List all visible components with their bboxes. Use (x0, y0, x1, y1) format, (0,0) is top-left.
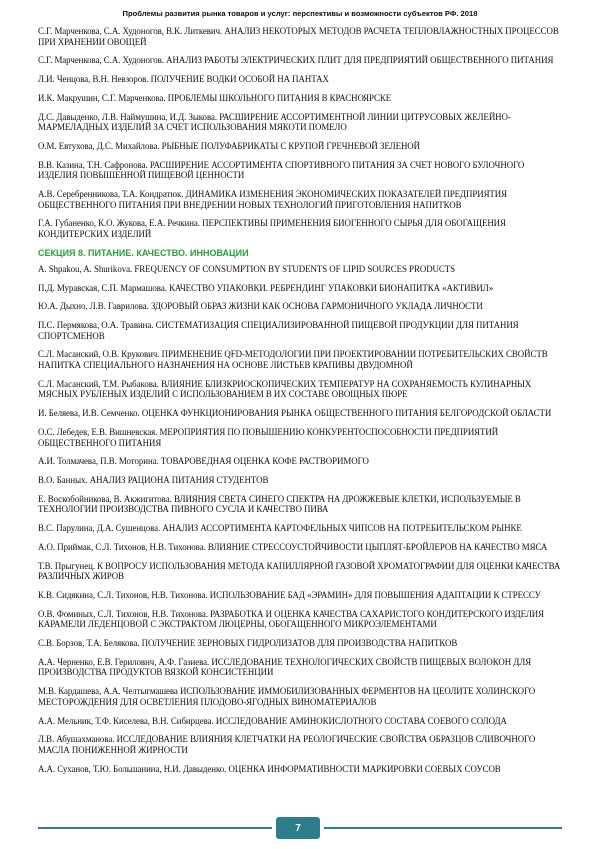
entry-authors: Ю.А. Дыхно, Л.В. Гаврилова. (38, 301, 149, 312)
entry-title: FREQUENCY OF CONSUMPTION BY STUDENTS OF LIPID SOURCES PRODUCTS (134, 263, 456, 274)
toc-entry (38, 283, 566, 294)
entry-authors: И.К. Макрушин, С.Г. Марченкова. (38, 92, 166, 103)
entry-title: ДИНАМИКА ИЗМЕНЕНИЯ ЭКОНОМИЧЕСКИХ ПОКАЗАТЕЛЕЙ ПРЕДПРИЯТИЯ ОБЩЕСТВЕННОГО ПИТАНИЯ ПРИ ВНЕДРЕНИИ НОВЫХ ТЕХНОЛОГИЙ ПРИГОТОВЛЕНИЯ НАПИТКОВ (38, 189, 508, 210)
footer-line-left (38, 827, 272, 829)
entry-authors: В.В. Казина, Т.Н. Сафронова. (38, 159, 148, 170)
entry-title: АНАЛИЗ НЕКОТОРЫХ МЕТОДОВ РАСЧЕТА ТЕПЛОВЛАЖНОСТНЫХ ПРОЦЕССОВ ПРИ ХРАНЕНИИ ОВОЩЕЙ (38, 26, 559, 47)
page-number-badge (276, 817, 320, 839)
entry-title: РЫБНЫЕ ПОЛУФАБРИКАТЫ С КРУПОЙ ГРЕЧНЕВОЙ ЗЕЛЕНОЙ (161, 140, 421, 151)
toc-entry (38, 427, 566, 448)
entries-after-section (38, 264, 566, 775)
entry-title: ВЛИЯНИЯ СВЕТА СИНЕГО СПЕКТРА НА ДРОЖЖЕВЫЕ КЛЕТКИ, ИСПОЛЬЗУЕМЫЕ В ТЕХНОЛОГИИ ПРОИЗВОДСТВА ПИВНОГО СУСЛА И КАЧЕСТВО ПИВА (38, 493, 521, 515)
entry-title: ИССЛЕДОВАНИЕ АМИНОКИСЛОТНОГО СОСТАВА СОЕВОГО СОЛОДА (215, 715, 507, 726)
footer-line-right (324, 827, 562, 829)
entry-authors: П.Д. Муравская, С.П. Мармашова. (38, 282, 167, 293)
toc-entry (38, 686, 566, 707)
toc-entry (38, 561, 566, 582)
entry-authors: О.В. Фоминых, С.Л. Тихонов, Н.В. Тихонова. (38, 608, 208, 619)
toc-entry (38, 189, 566, 210)
entry-title: КАЧЕСТВО УПАКОВКИ. РЕБРЕНДИНГ УПАКОВКИ БИОНАПИТКА «АКТИВИЛ» (169, 282, 494, 293)
entry-title: РАСШИРЕНИЕ АССОРТИМЕНТНОЙ ЛИНИИ ЦИТРУСОВЫХ ЖЕЛЕЙНО-МАРМЕЛАДНЫХ ИЗДЕЛИЙ ЗА СЧЕТ ИСПОЛЬЗОВАНИЯ МЯКОТИ ПОМЕЛО (38, 111, 511, 133)
page-number: 7 (295, 822, 301, 834)
toc-entry (38, 494, 566, 515)
entry-title: ЗДОРОВЫЙ ОБРАЗ ЖИЗНИ КАК ОСНОВА ГАРМОНИЧНОГО УКЛАДА ЛИЧНОСТИ (151, 301, 483, 312)
entry-title: ВЛИЯНИЕ СТРЕССОУСТОЙЧИВОСТИ ЦЫПЛЯТ-БРОЙЛЕРОВ НА КАЧЕСТВО МЯСА (207, 541, 548, 552)
toc-entry (38, 74, 566, 85)
running-header: Проблемы развития рынка товаров и услуг: перспективы и возможности субъектов РФ. 2018 (122, 9, 478, 18)
entry-authors: Е. Воскобойникова, В. Акжигитова. (38, 493, 172, 504)
entry-title: АНАЛИЗ РАЦИОНА ПИТАНИЯ СТУДЕНТОВ (89, 474, 269, 485)
entry-authors: Л.В. Абушахманова. (38, 734, 115, 745)
entry-title: РАЗРАБОТКА И ОЦЕНКА КАЧЕСТВА САХАРИСТОГО КОНДИТЕРСКОГО ИЗДЕЛИЯ КАРАМЕЛИ ЛЕДЕНЦОВОЙ С ЭКСТРАКТОМ ЛЮЦЕРНЫ, ОБОГАЩЕННОГО МИКРОЭЛЕМЕНТАМИ (38, 608, 545, 630)
toc-entry (38, 93, 566, 104)
toc-entry (38, 349, 566, 370)
toc-entry (38, 657, 566, 678)
toc-entry (38, 218, 566, 239)
table-of-contents (38, 26, 566, 782)
entry-authors: А.А. Черненко, Е.В. Гериловнч, А.Ф. Газиева. (38, 656, 210, 667)
entry-title: К ВОПРОСУ ИСПОЛЬЗОВАНИЯ МЕТОДА КАПИЛЛЯРНОЙ ГАЗОВОЙ ХРОМАТОГРАФИИ ДЛЯ ОЦЕНКИ КАЧЕСТВА РАЗЛИЧНЫХ ЖИРОВ (38, 560, 561, 582)
entry-title: СИСТЕМАТИЗАЦИЯ СПЕЦИАЛИЗИРОВАННОЙ ПИЩЕВОЙ ПРОДУКЦИИ ДЛЯ ПИТАНИЯ СПОРТСМЕНОВ (38, 319, 519, 341)
entry-authors: С.Л. Масанский, Т.М. Рыбакова. (38, 378, 159, 389)
entry-authors: Д.С. Давыденко, Л.В. Наймушина, И.Д. Зыкова. (38, 111, 218, 122)
toc-entry (38, 456, 566, 467)
toc-entry (38, 716, 566, 727)
entry-title: ПРИМЕНЕНИЕ QFD-МЕТОДОЛОГИИ ПРИ ПРОЕКТИРОВАНИИ ПОТРЕБИТЕЛЬСКИХ СВОЙСТВ НАПИТКА СПЕЦИАЛЬНОГО НАЗНАЧЕНИЯ НА ОСНОВЕ ЛИСТЬЕВ КРАПИВЫ ДВУДОМНОЙ (38, 349, 548, 371)
entry-authors: О.М. Евтухова, Д.С. Михайлова. (38, 140, 160, 151)
entry-title: ПЕРСПЕКТИВЫ ПРИМЕНЕНИЯ БИОГЕННОГО СЫРЬЯ ДЛЯ ОБОГАЩЕНИЯ КОНДИТЕРСКИХ ИЗДЕЛИЙ (38, 218, 506, 240)
entry-title: МЕРОПРИЯТИЯ ПО ПОВЫШЕНИЮ КОНКУРЕНТОСПОСОБНОСТИ ПРЕДПРИЯТИЙ ОБЩЕСТВЕННОГО ПИТАНИЯ (38, 426, 499, 448)
entries-before-section (38, 26, 566, 240)
entry-authors: А.О. Приймак, С.Л. Тихонов, Н.В. Тихонова. (38, 541, 206, 552)
toc-entry (38, 542, 566, 553)
toc-entry (38, 590, 566, 601)
entry-authors: С.Г. Марченкова, С.А. Худоногов, В.К. Литкевич. (38, 26, 223, 36)
entry-title: ПРОБЛЕМЫ ШКОЛЬНОГО ПИТАНИЯ В КРАСНОЯРСКЕ (167, 92, 392, 103)
entry-authors: О.С. Лебедев, Е.В. Вишневская. (38, 426, 158, 437)
entry-authors: С.Л. Масанский, О.В. Крукович. (38, 349, 160, 360)
entry-authors: A. Shpakou, A. Shurikova. (38, 263, 133, 274)
entry-title: ИССЛЕДОВАНИЕ ТЕХНОЛОГИЧЕСКИХ СВОЙСТВ ПИЩЕВЫХ ВОЛОКОН ДЛЯ ПРОИЗВОДСТВА ПРОДУКТОВ ВЯЗКОЙ КОНСИСТЕНЦИИ (38, 656, 532, 678)
entry-title: ВЛИЯНИЕ БЛИЗКРИОСКОПИЧЕСКИХ ТЕМПЕРАТУР НА СОХРАНЯЕМОСТЬ КУЛИНАРНЫХ МЯСНЫХ РУБЛЕНЫХ ИЗДЕЛИЙ С ИСПОЛЬЗОВАНИЕМ В ИХ СОСТАВЕ ОВОЩНЫХ ПЮРЕ (38, 378, 532, 400)
toc-entry (38, 734, 566, 755)
entry-authors: В.С. Парулина, Д.А. Сушенцова. (38, 523, 161, 534)
entry-title: ИСПОЛЬЗОВАНИЕ БАД «ЭРАМИН» ДЛЯ ПОВЫШЕНИЯ АДАПТАЦИИ К СТРЕССУ (209, 589, 541, 600)
entry-title: АНАЛИЗ АССОРТИМЕНТА КАРТОФЕЛЬНЫХ ЧИПСОВ НА ПОТРЕБИТЕЛЬСКОМ РЫНКЕ (162, 523, 522, 534)
entry-title: АНАЛИЗ РАБОТЫ ЭЛЕКТРИЧЕСКИХ ПЛИТ ДЛЯ ПРЕДПРИЯТИЙ ОБЩЕСТВЕННОГО ПИТАНИЯ (166, 55, 554, 66)
toc-entry (38, 379, 566, 400)
toc-entry (38, 112, 566, 133)
toc-entry (38, 638, 566, 649)
entry-title: ИССЛЕДОВАНИЕ ВЛИЯНИЯ КЛЕТЧАТКИ НА РЕОЛОГИЧЕСКИЕ СВОЙСТВА ОБРАЗЦОВ СЛИВОЧНОГО МАСЛА ПОНИЖЕННОЙ ЖИРНОСТИ (38, 734, 536, 755)
toc-entry (38, 609, 566, 630)
toc-entry (38, 55, 566, 66)
entry-authors: С.В. Борзов, Т.А. Белякова. (38, 638, 140, 649)
entry-title: ТОВАРОВЕДНАЯ ОЦЕНКА КОФЕ РАСТВОРИМОГО (160, 456, 369, 467)
entry-authors: М.В. Кардашева, А.А. Челтыгмашева (38, 686, 178, 697)
entry-title: ПОЛУЧЕНИЕ ЗЕРНОВЫХ ГИДРОЛИЗАТОВ ДЛЯ ПРОИЗВОДСТВА НАПИТКОВ (141, 638, 458, 649)
entry-authors: С.Г. Марченкова, С.А. Худоногов. (38, 55, 164, 66)
toc-entry (38, 264, 566, 275)
entry-title: ОЦЕНКА ФУНКЦИОНИРОВАНИЯ РЫНКА ОБЩЕСТВЕННОГО ПИТАНИЯ БЕЛГОРОДСКОЙ ОБЛАСТИ (141, 408, 552, 419)
toc-entry (38, 408, 566, 419)
entry-authors: А.В. Серебренникова, Т.А. Кондратюк. (38, 189, 184, 200)
entry-title: ОЦЕНКА ИНФОРМАТИВНОСТИ МАРКИРОВКИ СОЕВЫХ СОУСОВ (228, 763, 501, 774)
toc-entry (38, 320, 566, 341)
entry-authors: Л.И. Ченцова, В.Н. Невзоров. (38, 74, 149, 85)
toc-entry (38, 160, 566, 181)
entry-authors: А.А. Суханов, Т.Ю. Большанина, Н.И. Давыденко. (38, 763, 227, 774)
entry-authors: К.В. Сидякина, С.Л. Тихонов, Н.В. Тихонова. (38, 589, 208, 600)
entry-authors: А.А. Мельник, Т.Ф. Киселева, В.Н. Сибирцева. (38, 715, 214, 726)
entry-authors: И. Беляева, И.В. Семченко. (38, 408, 140, 419)
toc-entry (38, 26, 566, 47)
entry-title: РАСШИРЕНИЕ АССОРТИМЕНТА СПОРТИВНОГО ПИТАНИЯ ЗА СЧЕТ НОВОГО БУЛОЧНОГО ИЗДЕЛИЯ ПОВЫШЕННОЙ ПИЩЕВОЙ ЦЕННОСТИ (38, 159, 525, 181)
entry-authors: П.С. Пермякова, О.А. Травина. (38, 319, 154, 330)
entry-title: ПОЛУЧЕНИЕ ВОДКИ ОСОБОЙ НА ПАНТАХ (150, 74, 329, 85)
entry-authors: В.О. Банных. (38, 474, 88, 485)
toc-entry (38, 523, 566, 534)
toc-entry (38, 141, 566, 152)
entry-authors: Г.А. Губаненко, К.О. Жукова, Е.А. Речкина. (38, 218, 200, 229)
toc-entry (38, 301, 566, 312)
toc-entry (38, 764, 566, 775)
toc-entry (38, 475, 566, 486)
section-title: СЕКЦИЯ 8. ПИТАНИЕ. КАЧЕСТВО. ИННОВАЦИИ (38, 247, 249, 258)
entry-title: ИСПОЛЬЗОВАНИЕ ИММОБИЛИЗОВАННЫХ ФЕРМЕНТОВ НА ЦЕОЛИТЕ ХОЛИНСКОГО МЕСТОРОЖДЕНИЯ ДЛЯ ОСВЕТЛЕНИЯ ПЛОДОВО-ЯГОДНЫХ ВИНОМАТЕРИАЛОВ (38, 686, 536, 707)
entry-authors: Т.В. Прыгунец. (38, 560, 95, 571)
entry-authors: А.И. Толмачева, П.В. Моторина. (38, 456, 159, 467)
